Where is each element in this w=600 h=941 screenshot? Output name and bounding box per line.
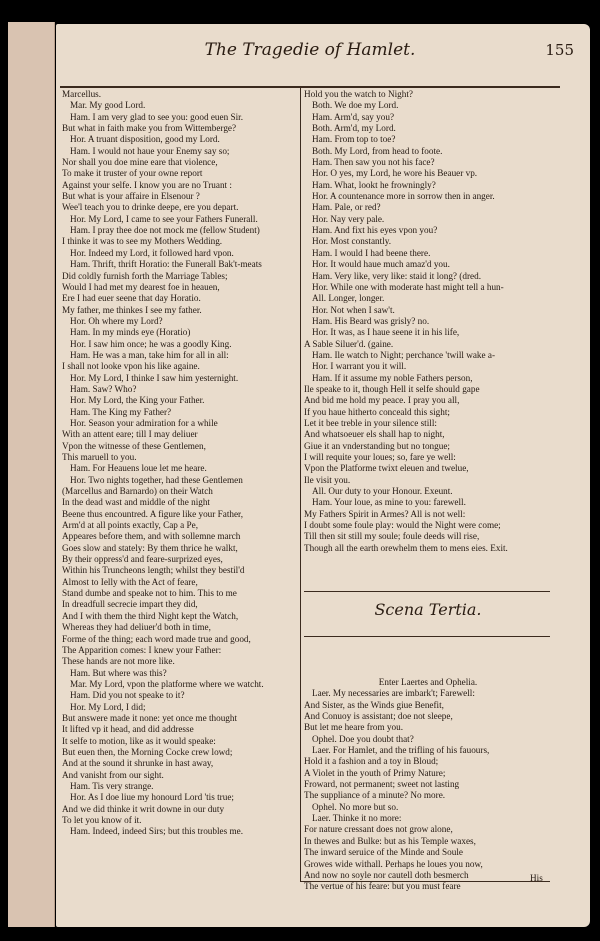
text-line: Ham. The King my Father? — [70, 406, 172, 417]
text-line: (Marcellus and Barnardo) on their Watch — [62, 486, 213, 497]
text-line: Ile speake to it, though Hell it selfe should gape — [304, 383, 480, 394]
text-line: Against your selfe. I know you are no Truant : — [62, 179, 232, 190]
text-line: Mar. My good Lord. — [70, 100, 146, 111]
right-text-column-top — [304, 89, 552, 554]
text-line: Ham. Indeed, indeed Sirs; but this troubles me. — [70, 826, 244, 837]
text-line: Hor. Two nights together, had these Gentlemen — [70, 474, 243, 485]
text-line: And bid me hold my peace. I pray you all, — [304, 395, 460, 406]
text-line: All. Our duty to your Honour. Exeunt. — [312, 486, 453, 497]
text-line: I will requite your loues; so, fare ye well: — [304, 452, 456, 462]
text-line: Ham. I am very glad to see you: good euen Sir. — [70, 111, 243, 122]
text-line: Ham. What, lookt he frowningly? — [312, 179, 436, 190]
text-line: Ham. And fixt his eyes vpon you? — [312, 225, 438, 236]
text-line: And whatsoeuer els shall hap to night, — [304, 429, 445, 440]
text-line: I shall not looke vpon his like againe. — [62, 361, 200, 372]
text-line: Almost to Ielly with the Act of feare, — [62, 576, 198, 587]
text-line: The inward seruice of the Minde and Soule — [304, 847, 463, 858]
text-line: Ham. Did you not speake to it? — [70, 690, 185, 701]
text-line: The vertue of his feare: but you must feare — [304, 881, 461, 892]
text-line: And I with them the third Night kept the Watch, — [62, 610, 239, 621]
text-line: And Conuoy is assistant; doe not sleepe, — [304, 711, 453, 722]
text-line: These hands are not more like. — [62, 656, 175, 667]
text-line: In dreadfull secrecie impart they did, — [62, 599, 198, 610]
text-line: And at the sound it shrunke in hast away, — [62, 758, 214, 769]
text-line: Ham. He was a man, take him for all in all: — [70, 349, 229, 360]
text-line: Ham. Thrift, thrift Horatio: the Funerall Bak't-meats — [70, 259, 262, 270]
text-line: Forme of the thing; each word made true and good, — [62, 633, 251, 644]
text-line: Vpon the witnesse of these Gentlemen, — [62, 440, 206, 451]
text-line: In thewes and Bulke: but as his Temple waxes, — [304, 835, 476, 846]
text-line: Laer. My necessaries are imbark't; Farewell: — [312, 688, 475, 699]
text-line: Hold you the watch to Night? — [304, 89, 413, 99]
section-rule-top — [304, 591, 550, 592]
text-line: With an attent eare; till I may deliuer — [62, 429, 198, 440]
text-line: Ere I had euer seene that day Horatio. — [62, 293, 201, 304]
text-line: But what is your affaire in Elsenour ? — [62, 191, 200, 202]
text-line: This maruell to you. — [62, 452, 137, 462]
text-line: A Violet in the youth of Primy Nature; — [304, 767, 446, 778]
text-line: Marcellus. — [62, 89, 102, 99]
text-line: In the dead wast and middle of the night — [62, 497, 210, 508]
text-line: And we did thinke it writ downe in our duty — [62, 803, 225, 814]
text-line: Both. We doe my Lord. — [312, 100, 399, 111]
text-line: To let you know of it. — [62, 815, 142, 825]
text-line: Hor. My Lord, I did; — [70, 701, 146, 712]
text-line: Hor. I warrant you it will. — [312, 361, 407, 372]
text-line: The Apparition comes: I knew your Father: — [62, 644, 222, 655]
text-line: Ham. I would not haue your Enemy say so; — [70, 145, 230, 156]
page-number: 155 — [545, 41, 574, 59]
scene-heading: Scena Tertia. — [374, 600, 482, 619]
text-line: My Fathers Spirit in Armes? All is not well: — [304, 508, 466, 519]
text-line: It lifted vp it head, and did addresse — [62, 724, 194, 735]
column-divider — [300, 86, 301, 882]
text-line: And vanisht from our sight. — [62, 769, 164, 780]
facing-page-edge — [8, 22, 55, 927]
text-line: Both. My Lord, from head to foote. — [312, 145, 443, 156]
text-line: Ham. Then saw you not his face? — [312, 157, 435, 168]
text-line: Vpon the Platforme twixt eleuen and twelue, — [304, 463, 469, 474]
text-line: Hor. Not when I saw't. — [312, 304, 395, 315]
text-line: Ham. Tis very strange. — [70, 780, 154, 791]
text-line: Ham. But where was this? — [70, 667, 167, 678]
text-line: Froward, not permanent; sweet not lasting — [304, 779, 460, 790]
text-line: A Sable Siluer'd. (gaine. — [304, 338, 394, 349]
text-line: But answere made it none: yet once me thought — [62, 712, 238, 723]
text-line: Enter Laertes and Ophelia. — [378, 677, 478, 687]
text-line: Ham. In my minds eye (Horatio) — [70, 327, 191, 338]
text-line: Till then sit still my soule; foule deeds will rise, — [304, 531, 480, 542]
text-line: Would I had met my dearest foe in heauen, — [62, 281, 220, 292]
running-title: The Tragedie of Hamlet. — [204, 40, 416, 60]
catchword: His — [530, 873, 543, 883]
text-line: Hor. It would haue much amaz'd you. — [312, 259, 450, 270]
text-line: Ham. Ile watch to Night; perchance 'twill wake a- — [312, 349, 496, 360]
page-header — [60, 40, 574, 62]
text-line: Laer. Thinke it no more: — [312, 813, 402, 824]
text-line: For nature cressant does not grow alone, — [304, 824, 453, 835]
text-line: Ham. His Beard was grisly? no. — [312, 315, 430, 326]
text-line: Hor. As I doe liue my honourd Lord 'tis true; — [70, 792, 234, 803]
section-rule-bottom — [304, 636, 550, 637]
text-line: Hor. I saw him once; he was a goodly King. — [70, 338, 232, 349]
text-line: I doubt some foule play: would the Night were come; — [304, 520, 501, 531]
text-line: Did coldly furnish forth the Marriage Tables; — [62, 270, 228, 281]
text-line: If you haue hitherto conceald this sight; — [304, 406, 450, 417]
right-text-column-bottom — [304, 677, 552, 893]
text-line: Hor. A truant disposition, good my Lord. — [70, 134, 220, 145]
text-line: Wee'l teach you to drinke deepe, ere you depart. — [62, 202, 239, 213]
text-line: Hor. O yes, my Lord, he wore his Beauer vp. — [312, 168, 478, 179]
text-line: Hor. Nay very pale. — [312, 213, 385, 224]
text-line: By their oppress'd and feare-surprized eyes, — [62, 554, 223, 565]
text-line: Laer. For Hamlet, and the trifling of his fauours, — [312, 745, 490, 756]
text-line: Ophel. Doe you doubt that? — [312, 733, 414, 744]
text-line: Whereas they had deliuer'd both in time, — [62, 622, 211, 633]
text-line: Though all the earth orewhelm them to mens eies. Exit. — [304, 542, 508, 553]
text-line: My father, me thinkes I see my father. — [62, 304, 202, 315]
header-rule — [60, 86, 560, 88]
text-line: Mar. My Lord, vpon the platforme where we watcht. — [70, 678, 264, 689]
text-line: But what in faith make you from Wittemberge? — [62, 123, 237, 134]
text-line: Hor. Most constantly. — [312, 236, 392, 247]
text-line: Hor. Indeed my Lord, it followed hard vpon. — [70, 247, 234, 258]
text-line: Hold it a fashion and a toy in Bloud; — [304, 756, 439, 767]
text-line: Hor. Oh where my Lord? — [70, 315, 163, 326]
text-line: Hor. My Lord, I came to see your Fathers Funerall. — [70, 213, 258, 224]
text-line: Giue it an vnderstanding but no tongue; — [304, 440, 450, 451]
text-line: Ham. If it assume my noble Fathers person, — [312, 372, 473, 383]
text-line: Ham. Saw? Who? — [70, 383, 137, 394]
text-line: Ophel. No more but so. — [312, 801, 399, 812]
text-line: Hor. While one with moderate hast might tell a hun- — [312, 281, 504, 292]
text-line: Hor. A countenance more in sorrow then in anger. — [312, 191, 495, 202]
text-line: Both. Arm'd, my Lord. — [312, 123, 396, 134]
text-line: Stand dumbe and speake not to him. This to me — [62, 588, 237, 599]
text-line: Let it bee treble in your silence still: — [304, 417, 437, 428]
text-line: Beene thus encountred. A figure like your Father, — [62, 508, 244, 519]
text-line: Ham. I pray thee doe not mock me (fellow Student) — [70, 225, 260, 236]
text-line: I thinke it was to see my Mothers Wedding. — [62, 236, 223, 247]
text-line: Hor. Season your admiration for a while — [70, 417, 218, 428]
text-line: Ham. I would I had beene there. — [312, 247, 431, 258]
text-line: And Sister, as the Winds giue Benefit, — [304, 699, 444, 710]
text-line: But let me heare from you. — [304, 722, 403, 733]
text-line: Hor. My Lord, I thinke I saw him yesternight. — [70, 372, 239, 383]
text-line: Within his Truncheons length; whilst they bestil'd — [62, 565, 245, 576]
text-line: Ham. Very like, very like: staid it long? (dred. — [312, 270, 481, 281]
text-line: Nor shall you doe mine eare that violence, — [62, 157, 218, 168]
left-text-column — [62, 89, 298, 838]
text-line: Goes slow and stately: By them thrice he walkt, — [62, 542, 238, 553]
text-line: Growes wide withall. Perhaps he loues you now, — [304, 858, 483, 869]
text-line: All. Longer, longer. — [312, 293, 385, 304]
text-line: It selfe to motion, like as it would speake: — [62, 735, 216, 746]
text-line: Ham. For Heauens loue let me heare. — [70, 463, 207, 474]
text-line: Ham. Pale, or red? — [312, 202, 381, 213]
text-line: Ham. Your loue, as mine to you: farewell. — [312, 497, 466, 508]
text-line: Ile visit you. — [304, 474, 351, 485]
text-line: To make it truster of your owne report — [62, 168, 203, 179]
text-line: Ham. From top to toe? — [312, 134, 396, 145]
text-line: And now no soyle nor cautell doth besmerch — [304, 869, 469, 880]
text-line: The suppliance of a minute? No more. — [304, 790, 446, 801]
text-line: Hor. My Lord, the King your Father. — [70, 395, 205, 406]
text-line: Hor. It was, as I haue seene it in his life, — [312, 327, 460, 338]
text-line: Ham. Arm'd, say you? — [312, 111, 395, 122]
text-line: But euen then, the Morning Cocke crew lowd; — [62, 746, 233, 757]
text-line: Arm'd at all points exactly, Cap a Pe, — [62, 520, 199, 531]
text-line: Appeares before them, and with sollemne march — [62, 531, 241, 542]
